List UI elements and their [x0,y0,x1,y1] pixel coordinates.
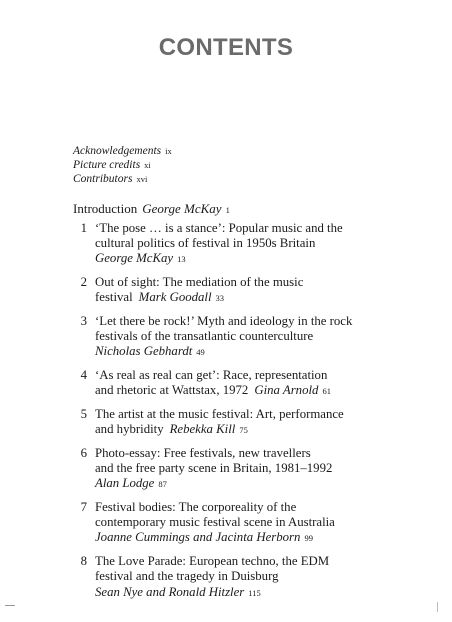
chapter-title-line: Festival bodies: The corporeality of the [95,500,297,515]
chapter-title-line: The Love Parade: European techno, the EDM [95,554,330,569]
chapter-title-line: festival [95,290,133,305]
chapter-entry [73,500,433,547]
chapter-number: 6 [80,445,87,460]
chapter-title-line: Photo-essay: Free festivals, new travellers [95,445,311,460]
front-matter-label: Acknowledgements [73,145,162,157]
chapter-number: 4 [80,368,87,383]
front-matter-label: Contributors [73,173,133,185]
chapter-title-line: festival and the tragedy in Duisburg [95,569,279,584]
front-matter-item [73,144,172,158]
chapter-title-line: ‘Let there be rock!’ Myth and ideology in the rock [95,314,353,329]
introduction-page: 1 [225,205,230,215]
chapter-number: 1 [80,221,87,235]
chapter-author: George McKay [95,251,174,266]
chapter-author: Sean Nye and Ronald Hitzler [95,584,245,599]
chapter-title-line: The artist at the music festival: Art, performance [95,407,344,422]
introduction-label: Introduction [73,201,138,216]
chapter-page: 61 [322,386,331,397]
chapter-author: Nicholas Gebhardt [95,344,193,359]
chapter-title-line: ‘As real as real can get’: Race, representation [95,368,328,383]
chapter-page: 115 [248,587,261,598]
chapter-entry [73,368,433,399]
chapter-title-line: ‘The pose … is a stance’: Popular music and the [95,221,343,235]
front-matter-label: Picture credits [73,159,141,171]
chapter-entry [73,407,433,438]
chapter-page: 33 [215,293,225,304]
chapter-number: 3 [80,314,87,329]
chapter-entry [73,221,433,268]
chapter-number: 8 [80,554,87,569]
chapter-title-line: cultural politics of festival in 1950s Britain [95,236,316,251]
crop-mark-left [5,605,15,606]
front-matter-page: xi [144,160,151,170]
chapter-author: Gina Arnold [254,383,319,398]
chapter-entry [73,314,433,361]
chapter-page: 99 [304,533,313,544]
chapter-page: 13 [177,254,186,265]
front-matter-page: xvi [136,174,148,184]
chapter-number: 7 [80,500,87,515]
introduction-entry [73,201,230,218]
chapter-title-line: and hybridity [95,422,164,437]
introduction-author: George McKay [142,201,222,216]
crop-mark-right [437,602,438,612]
chapter-entry [73,275,433,306]
chapter-title-line: contemporary music festival scene in Australia [95,515,335,530]
chapter-author: Rebekka Kill [169,422,236,437]
chapter-title-line: and rhetoric at Wattstax, 1972 [95,383,249,398]
chapter-list [73,221,433,608]
front-matter-item [73,158,172,172]
front-matter-page: ix [165,146,172,156]
page-title: CONTENTS [158,34,294,61]
chapter-page: 87 [158,479,167,490]
chapter-number: 5 [80,407,87,422]
chapter-title-line: festivals of the transatlantic counterculture [95,329,314,344]
chapter-author: Mark Goodall [138,290,212,305]
chapter-author: Alan Lodge [95,476,155,491]
chapter-number: 2 [80,275,87,290]
chapter-title-line: Out of sight: The mediation of the music [95,275,304,290]
chapter-page: 49 [196,347,205,358]
chapter-page: 75 [239,425,248,436]
chapter-title-line: and the free party scene in Britain, 1981–1992 [95,461,333,476]
front-matter-item [73,172,172,186]
chapter-author: Joanne Cummings and Jacinta Herborn [95,530,301,545]
chapter-entry [73,446,433,493]
front-matter-list [73,144,172,186]
chapter-entry [73,554,433,601]
